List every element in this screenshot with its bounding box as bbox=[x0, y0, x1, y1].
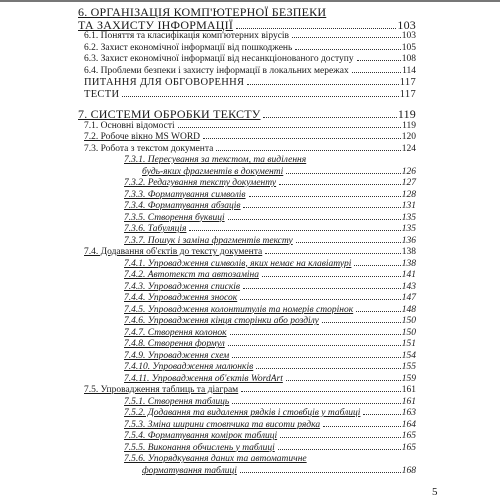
toc-entry bbox=[78, 466, 416, 478]
toc-entry-title: 7.2. Робоче вікно MS WORD bbox=[84, 132, 201, 142]
toc-entry-title: 6. ОРГАНІЗАЦІЯ КОМП'ЮТЕРНОЇ БЕЗПЕКИ bbox=[78, 6, 327, 19]
toc-entry-page: 163 bbox=[401, 408, 416, 418]
toc-entry-page: 165 bbox=[401, 442, 416, 453]
toc-entry bbox=[78, 362, 416, 374]
toc-entry-title: 7.4.5. Упровадження колонтитулів та номерів сторінок bbox=[124, 304, 354, 315]
toc-entry-title: ТА ЗАХИСТУ ІНФОРМАЦІЇ bbox=[78, 18, 234, 31]
dot-leader bbox=[230, 334, 401, 335]
dot-leader bbox=[189, 230, 400, 231]
toc-entry-page: 147 bbox=[401, 293, 416, 303]
toc-entry-title: 7.4.3. Упровадження списків bbox=[124, 281, 241, 292]
toc-entry bbox=[78, 132, 416, 144]
toc-entry-title: 7.5.6. Упорядкування даних та автоматичне bbox=[124, 454, 307, 464]
toc-entry-page: 117 bbox=[399, 77, 416, 88]
dot-leader bbox=[322, 322, 401, 323]
toc-entry-page: 127 bbox=[401, 178, 416, 188]
toc-entry-page: 114 bbox=[402, 65, 416, 76]
toc-entry bbox=[78, 167, 416, 179]
toc-entry bbox=[78, 201, 416, 213]
toc-entry-title: ПИТАННЯ ДЛЯ ОБГОВОРЕННЯ bbox=[84, 77, 245, 88]
toc-entry-title: 7.3.4. Форматування абзаців bbox=[124, 201, 241, 211]
toc-entry bbox=[78, 247, 416, 259]
toc-entry bbox=[78, 385, 416, 397]
dot-leader bbox=[228, 219, 401, 220]
toc-entry bbox=[78, 397, 416, 409]
toc-entry bbox=[78, 351, 416, 363]
dot-leader bbox=[240, 299, 401, 300]
toc-entry-title: 7.5. Упровадження таблиць та діаграм bbox=[84, 385, 239, 395]
toc-entry bbox=[78, 190, 416, 202]
toc-entry bbox=[78, 121, 416, 133]
toc-entry-title: 7.5.3. Зміна ширини стовпчика та висоти рядка bbox=[124, 419, 321, 430]
toc-entry-title: 7.4.10. Упровадження малюнків bbox=[124, 362, 254, 372]
toc-entry-page: 159 bbox=[401, 373, 416, 384]
toc-entry-title: 7.4.11. Упровадження об'єктів WordArt bbox=[124, 373, 283, 384]
toc-entry-page: 105 bbox=[401, 42, 416, 53]
toc-entry-title: 7.1. Основні відомості bbox=[84, 120, 175, 131]
toc-entry bbox=[78, 155, 416, 167]
toc-entry-title: 7.4. Додавання об'єктів до тексту документа bbox=[84, 247, 263, 257]
toc-entry-page: 161 bbox=[401, 385, 416, 395]
dot-leader bbox=[241, 391, 401, 392]
toc-entry bbox=[78, 178, 416, 190]
dot-leader bbox=[262, 276, 401, 277]
table-of-contents bbox=[78, 6, 416, 477]
toc-entry-page: 117 bbox=[399, 88, 416, 100]
toc-entry bbox=[78, 282, 416, 294]
toc-entry bbox=[78, 454, 416, 466]
dot-leader bbox=[178, 127, 401, 128]
toc-entry bbox=[78, 420, 416, 432]
dot-leader bbox=[232, 403, 401, 404]
toc-entry bbox=[78, 77, 416, 89]
toc-entry-title: 6.1. Поняття та класифікація комп'ютерних вірусів bbox=[84, 31, 290, 41]
toc-entry bbox=[78, 443, 416, 455]
dot-leader bbox=[263, 117, 396, 118]
dot-leader bbox=[280, 437, 401, 438]
dot-leader bbox=[265, 253, 401, 254]
toc-entry-page: 128 bbox=[401, 189, 416, 200]
toc-entry bbox=[78, 43, 416, 55]
dot-leader bbox=[236, 28, 396, 29]
toc-entry-page: 168 bbox=[401, 465, 416, 476]
dot-leader bbox=[240, 472, 401, 473]
toc-entry-title: 7.5.5. Виконання обчислень у таблиці bbox=[124, 442, 275, 453]
toc-entry-page: 103 bbox=[397, 17, 416, 32]
toc-entry-page: 119 bbox=[397, 107, 416, 121]
toc-entry bbox=[78, 339, 416, 351]
toc-entry-page: 103 bbox=[401, 31, 416, 41]
dot-leader bbox=[243, 207, 400, 208]
toc-entry-page: 131 bbox=[401, 201, 416, 211]
toc-entry-title: 7.3.6. Табуляція bbox=[124, 224, 187, 234]
toc-entry bbox=[78, 328, 416, 340]
toc-entry-page: 161 bbox=[401, 396, 416, 407]
toc-entry-page: 155 bbox=[401, 362, 416, 372]
toc-entry-page: 151 bbox=[401, 339, 416, 349]
chapter-6-block bbox=[78, 6, 416, 100]
toc-entry-title: 7.3.5. Створення буквиці bbox=[124, 212, 225, 223]
toc-entry-page: 124 bbox=[401, 143, 416, 154]
toc-entry-page: 135 bbox=[401, 224, 416, 234]
toc-entry-title: 6.3. Захист економічної інформації від несанкціонованого доступу bbox=[84, 54, 354, 64]
dot-leader bbox=[292, 37, 401, 38]
dot-leader bbox=[286, 380, 401, 381]
toc-entry bbox=[78, 236, 416, 248]
toc-entry-page: 165 bbox=[401, 431, 416, 441]
toc-entry bbox=[78, 305, 416, 317]
toc-entry bbox=[78, 213, 416, 225]
toc-entry-title: 7.5.4. Форматування комірок таблиці bbox=[124, 431, 278, 441]
toc-entry-page: 119 bbox=[402, 120, 416, 131]
toc-entry-title: 7. СИСТЕМИ ОБРОБКИ ТЕКСТУ bbox=[78, 108, 261, 121]
toc-entry-page: 120 bbox=[401, 132, 416, 142]
dot-leader bbox=[216, 150, 400, 151]
toc-entry bbox=[78, 31, 416, 43]
toc-entry-page: 136 bbox=[401, 235, 416, 246]
toc-entry-title: 7.5.1. Створення таблиць bbox=[124, 396, 230, 407]
toc-entry-title: форматування таблиці bbox=[142, 465, 237, 476]
toc-entry bbox=[78, 316, 416, 328]
toc-entry-title: 7.3.2. Редагування тексту документу bbox=[124, 178, 277, 188]
toc-entry bbox=[78, 270, 416, 282]
dot-leader bbox=[122, 96, 398, 97]
toc-entry-page: 148 bbox=[401, 304, 416, 315]
chapter-7-block bbox=[78, 108, 416, 477]
toc-entry-page: 143 bbox=[401, 281, 416, 292]
dot-leader bbox=[249, 196, 401, 197]
toc-entry bbox=[78, 374, 416, 386]
toc-entry bbox=[78, 224, 416, 236]
dot-leader bbox=[203, 138, 401, 139]
toc-entry-title: 7.4.7. Створення колонок bbox=[124, 327, 227, 338]
toc-entry-title: 6.4. Проблеми безпеки і захисту інформації в локальних мережах bbox=[84, 65, 349, 76]
dot-leader bbox=[243, 288, 401, 289]
toc-entry-page: 126 bbox=[401, 166, 416, 177]
toc-entry-title: 7.3.1. Пересування за текстом, та виділення bbox=[124, 155, 307, 165]
toc-entry-page: 135 bbox=[401, 212, 416, 223]
dot-leader bbox=[286, 173, 401, 174]
toc-entry-title: ТЕСТИ bbox=[84, 88, 120, 100]
toc-entry-title: 6.2. Захист економічної інформації від пошкоджень bbox=[84, 42, 293, 53]
dot-leader bbox=[354, 265, 400, 266]
toc-entry bbox=[78, 89, 416, 101]
dot-leader bbox=[228, 345, 401, 346]
dot-leader bbox=[296, 242, 401, 243]
dot-leader bbox=[232, 357, 401, 358]
toc-entry-title: 7.5.2. Додавання та видалення рядків і стовбців у таблиці bbox=[124, 408, 361, 418]
toc-entry bbox=[78, 108, 416, 121]
toc-entry bbox=[78, 408, 416, 420]
dot-leader bbox=[279, 184, 401, 185]
toc-entry-page: 138 bbox=[401, 258, 416, 269]
toc-entry-page: 138 bbox=[401, 247, 416, 257]
toc-entry-page: 141 bbox=[401, 270, 416, 280]
toc-entry bbox=[78, 6, 416, 19]
toc-entry bbox=[78, 19, 416, 32]
toc-entry-title: 7.3. Робота з текстом документа bbox=[84, 143, 214, 154]
toc-entry-title: 7.4.2. Автотекст та автозаміна bbox=[124, 270, 259, 280]
toc-entry-title: 7.3.3. Форматування символів bbox=[124, 189, 246, 200]
toc-entry bbox=[78, 293, 416, 305]
dot-leader bbox=[357, 60, 401, 61]
top-border-line bbox=[0, 0, 500, 2]
dot-leader bbox=[352, 72, 401, 73]
dot-leader bbox=[256, 368, 401, 369]
dot-leader bbox=[278, 449, 401, 450]
toc-entry-page: 164 bbox=[401, 419, 416, 430]
chapter-gap bbox=[78, 100, 416, 108]
toc-entry-title: будь-яких фрагментів в документі bbox=[142, 166, 284, 177]
toc-entry bbox=[78, 144, 416, 156]
toc-entry bbox=[78, 66, 416, 78]
toc-entry bbox=[78, 259, 416, 271]
dot-leader bbox=[323, 426, 401, 427]
toc-entry-title: 7.4.8. Створення формул bbox=[124, 339, 225, 349]
dot-leader bbox=[363, 414, 400, 415]
toc-entry bbox=[78, 431, 416, 443]
dot-leader bbox=[295, 49, 400, 50]
toc-entry-page: 150 bbox=[401, 316, 416, 326]
toc-entry-page: 154 bbox=[401, 350, 416, 361]
toc-entry-page: 108 bbox=[401, 54, 416, 64]
toc-entry bbox=[78, 54, 416, 66]
toc-entry-title: 7.4.9. Упровадження схем bbox=[124, 350, 230, 361]
toc-entry-title: 7.4.6. Упровадження кінця сторінки або розділу bbox=[124, 316, 319, 326]
toc-entry-title: 7.3.7. Пошук і заміна фрагментів тексту bbox=[124, 235, 293, 246]
toc-entry-title: 7.4.4. Упровадження зносок bbox=[124, 293, 238, 303]
dot-leader bbox=[247, 84, 398, 85]
page-number: 5 bbox=[432, 486, 438, 498]
toc-entry-page: 150 bbox=[401, 327, 416, 338]
dot-leader bbox=[356, 311, 401, 312]
toc-entry-title: 7.4.1. Упровадження символів, яких немає на клавіатурі bbox=[124, 258, 352, 269]
